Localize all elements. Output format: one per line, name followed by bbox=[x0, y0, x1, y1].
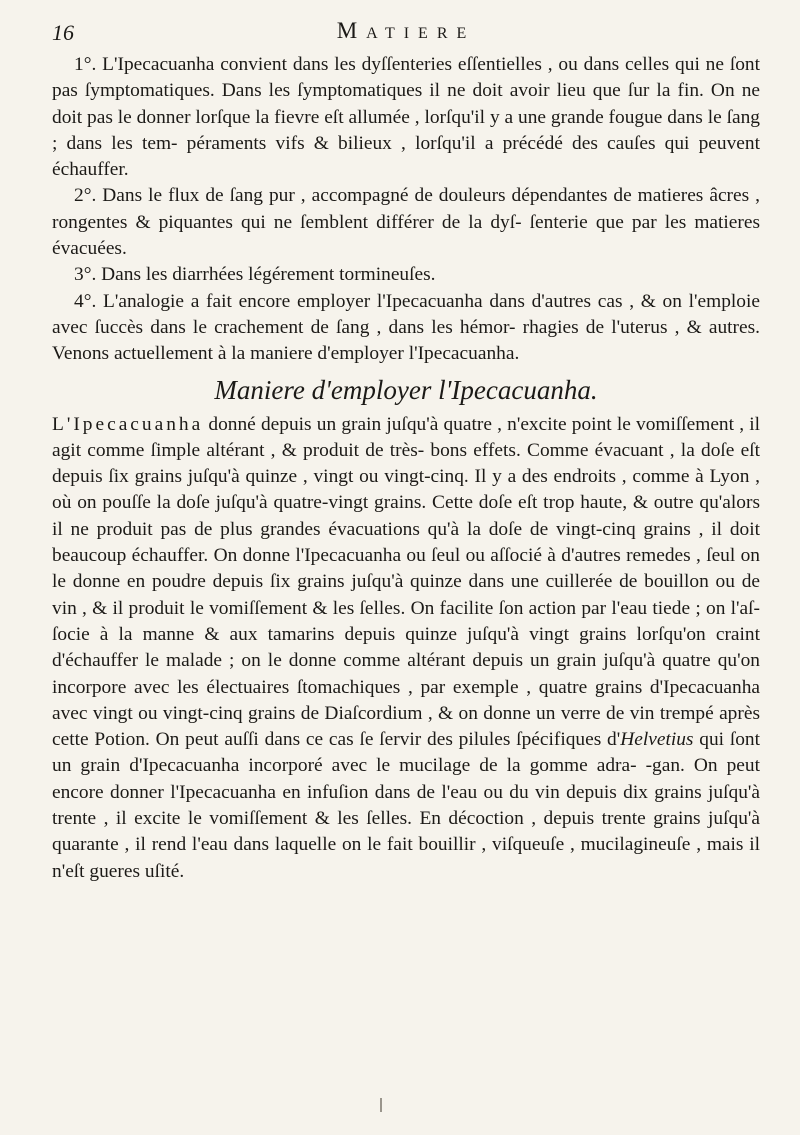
paragraph-4: 4°. L'analogie a fait encore employer l'Ipecacuanha dans d'autres cas , & on l'emploie avec ſuccès dans le crachement de ſang , dans les hémor- rhagies de l'uterus , & autres. Venons actuellement à la maniere d'employer l'Ipecacuanha. bbox=[52, 290, 760, 365]
paragraph-1: 1°. L'Ipecacuanha convient dans les dyſſenteries eſſentielles , ou dans celles qui ne ſont pas ſymptomatiques. Dans les ſymptomatiques il ne doit avoir lieu que ſur la fin. On ne doit pas le donner lorſque la fievre eſt allumée , lorſqu'il y a une grande fougue dans le ſang ; dans les tem- péraments vifs & bilieux , lorſqu'il a précédé des cauſes qui peuvent échauffer. bbox=[52, 54, 760, 181]
paragraph-2: 2°. Dans le flux de ſang pur , accompagné de douleurs dépendantes de matieres âcres , rongentes & piquantes qui ne ſemblent différer de la dyſ- ſenterie que par les matieres évacuées. bbox=[52, 185, 760, 260]
italic-name: Helvetius bbox=[620, 729, 694, 751]
running-title: Matiere bbox=[336, 18, 476, 43]
page-header bbox=[52, 18, 760, 48]
lead-word: L'Ipecacuanha bbox=[52, 413, 204, 435]
book-page bbox=[52, 18, 760, 1108]
paragraph-3: 3°. Dans les diarrhées légérement tormineuſes. bbox=[74, 264, 436, 286]
section-subheading: Maniere d'employer l'Ipecacuanha. bbox=[214, 374, 598, 405]
page-number: 16 bbox=[52, 20, 74, 45]
body-text-part-1: donné depuis un grain juſqu'à quatre , n'excite point le vomiſſement , il agit comme ſimple altérant , & produit de très- bons effets. Comme évacuant , la doſe eſt depuis ſix grains juſqu'à quinze , vingt ou vingt-cinq. Il y a des endroits , comme à Lyon , où on pouſſe la doſe juſqu'à quatre-vingt grains. Cette doſe eſt trop haute, & outre qu'alors il ne produit pas de plus grandes évacuations qu'à la doſe de vingt-cinq grains , il doit beaucoup échauffer. On donne l'Ipecacuanha ou ſeul ou aſſocié à d'autres remedes , ſeul on le donne en poudre depuis ſix grains juſqu'à quinze dans une cuillerée de bouillon ou de vin , & il produit le vomiſſement & les ſelles. On facilite ſon action par l'eau tiede ; on l'aſ- ſocie à la manne & aux tamarins depuis quinze juſqu'à vingt grains lorſqu'on craint d'échauffer le malade ; on le donne comme altérant depuis un grain juſqu'à quatre qu'on incorpore avec les électuaires ſtomachiques , par exemple , quatre grains d'Ipecacuanha avec vingt ou vingt-cinq grains de Diaſcordium , & on donne un verre de vin trempé après cette Potion. On peut auſſi dans ce cas ſe ſervir des pilules ſpécifiques d' bbox=[52, 413, 760, 751]
body-paragraph bbox=[52, 412, 760, 885]
page-footer-mark bbox=[380, 1098, 382, 1112]
body-text-part-2: qui ſont un grain d'Ipecacuanha incorporé avec le mucilage de la gomme adra- -gan. On peut encore donner l'Ipecacuanha en infuſion dans de l'eau ou du vin depuis dix grains juſqu'à trente , il excite le vomiſſement & les ſelles. En décoction , depuis trente grains juſqu'à quarante , il rend l'eau dans laquelle on le fait bouillir , viſqueuſe , mucilagineuſe , mais il n'eſt gueres uſité. bbox=[52, 729, 761, 882]
